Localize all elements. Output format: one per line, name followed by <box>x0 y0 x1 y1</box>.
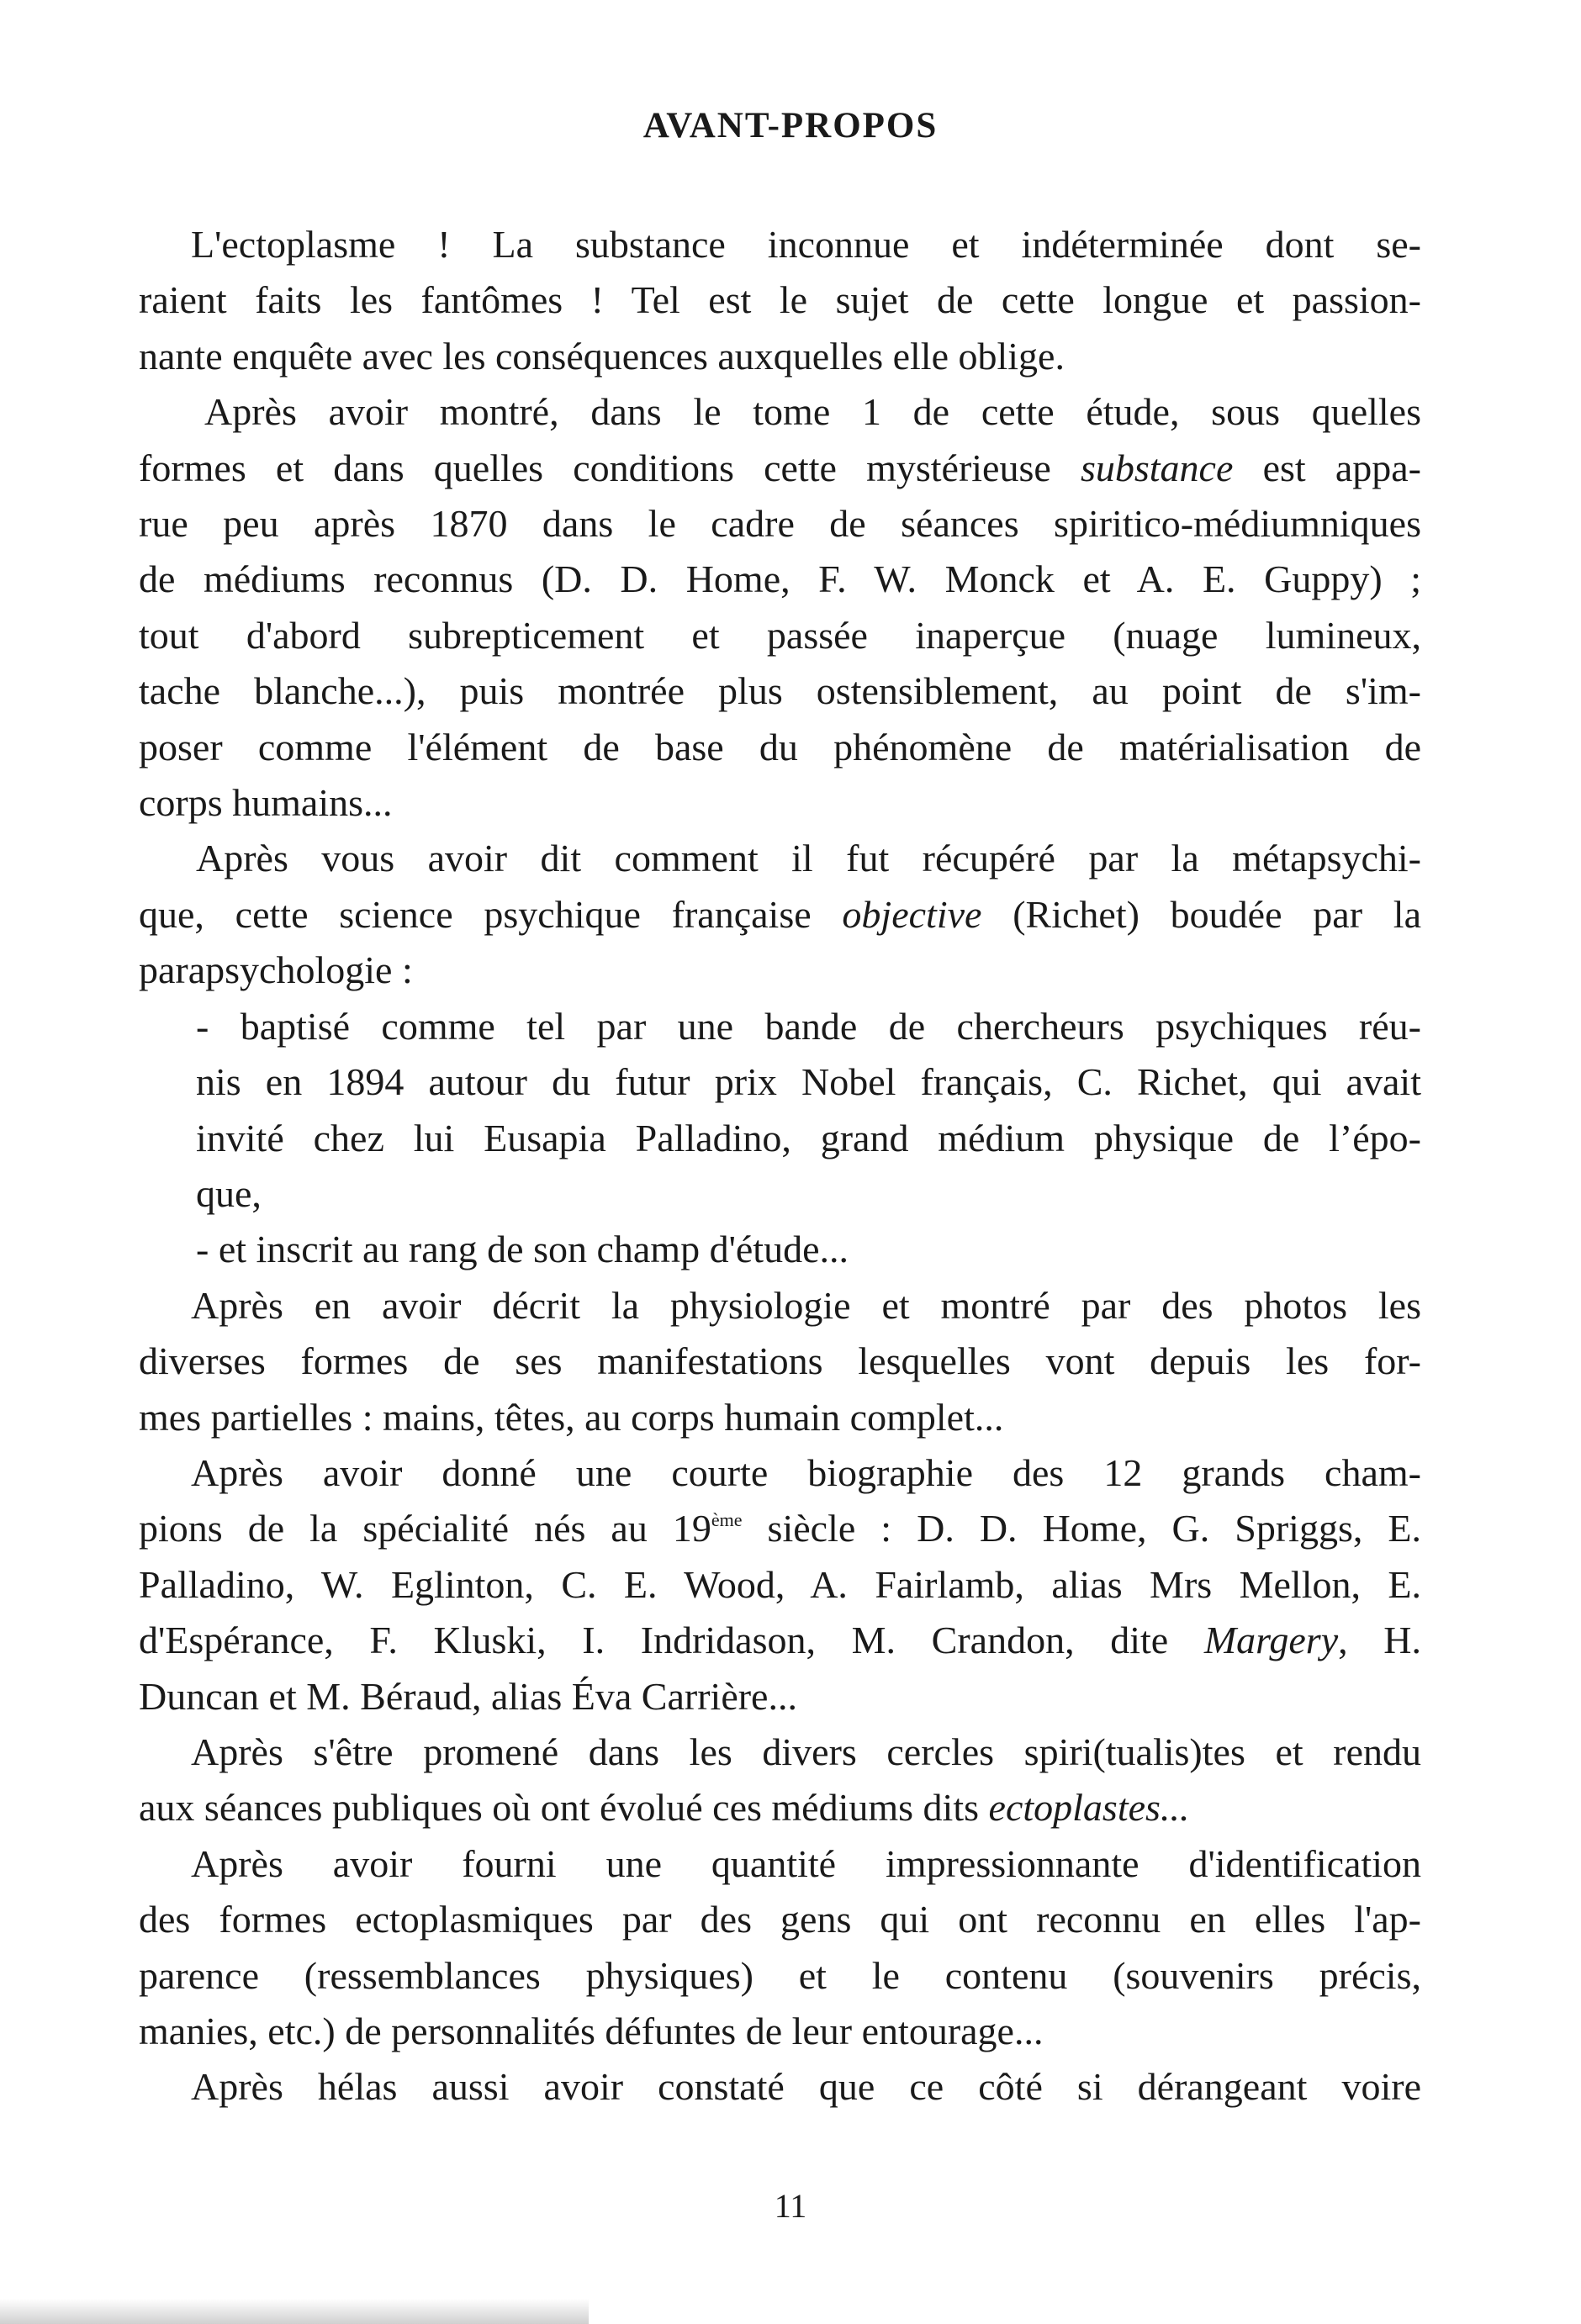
page-number: 11 <box>774 2187 807 2225</box>
text-line: corps humains... <box>139 781 393 825</box>
text-line: raient faits les fantômes ! Tel est le sujet de cette longue et passion- <box>139 278 1421 322</box>
scan-shadow <box>0 2299 589 2324</box>
text-line: Après en avoir décrit la physiologie et montré par des photos les <box>191 1283 1421 1327</box>
chapter-heading: AVANT-PROPOS <box>642 106 939 145</box>
text-line: mes partielles : mains, têtes, au corps humain complet... <box>139 1395 1004 1439</box>
text-line <box>139 441 1421 496</box>
text-line <box>139 887 1421 943</box>
text-run: (Richet) boudée par la <box>981 892 1421 936</box>
text-run: formes et dans quelles conditions cette mystérieuse <box>139 446 1081 489</box>
italic-term: ectoplastes... <box>988 1786 1190 1830</box>
text-line: diverses formes de ses manifestations lesquelles vont depuis les for- <box>139 1339 1421 1383</box>
text-line <box>139 1780 1421 1835</box>
italic-term: Margery <box>1203 1619 1339 1662</box>
text-line: Après avoir donné une courte biographie des 12 grands cham- <box>191 1450 1421 1494</box>
text-run: , H. <box>1338 1619 1421 1662</box>
text-line: rue peu après 1870 dans le cadre de séances spiritico-médiumniques <box>139 502 1421 546</box>
text-run: aux séances publiques où ont évolué ces médiums dits <box>139 1786 989 1830</box>
text-line: tache blanche...), puis montrée plus ostensiblement, au point de s'im- <box>139 669 1421 713</box>
text-run: pions de la spécialité nés au 19 <box>139 1507 711 1550</box>
text-line: parence (ressemblances physiques) et le contenu (souvenirs précis, <box>139 1953 1421 1997</box>
text-line: nante enquête avec les conséquences auxquelles elle oblige. <box>139 334 1065 378</box>
text-line: Après avoir montré, dans le tome 1 de cette étude, sous quelles <box>204 390 1421 434</box>
text-line: poser comme l'élément de base du phénomène de matérialisation de <box>139 725 1421 769</box>
superscript: ème <box>711 1509 743 1531</box>
list-item-line: nis en 1894 autour du futur prix Nobel français, C. Richet, qui avait <box>196 1060 1421 1104</box>
list-item-line: - baptisé comme tel par une bande de chercheurs psychiques réu- <box>196 1004 1421 1048</box>
text-line: manies, etc.) de personnalités défuntes de leur entourage... <box>139 2010 1044 2052</box>
text-line: tout d'abord subrepticement et passée inaperçue (nuage lumineux, <box>139 613 1421 657</box>
text-line: de médiums reconnus (D. D. Home, F. W. Monck et A. E. Guppy) ; <box>139 557 1421 601</box>
body-text <box>139 217 1421 2115</box>
text-line: L'ectoplasme ! La substance inconnue et indéterminée dont se- <box>191 223 1421 266</box>
text-line: Duncan et M. Béraud, alias Éva Carrière... <box>139 1674 797 1718</box>
list-item-line: - et inscrit au rang de son champ d'étude... <box>196 1228 849 1271</box>
list-item-line: invité chez lui Eusapia Palladino, grand médium physique de l’épo- <box>196 1116 1421 1159</box>
text-run: que, cette science psychique française <box>139 892 843 936</box>
italic-term: objective <box>842 892 982 936</box>
italic-term: substance <box>1080 446 1234 489</box>
text-line: Après vous avoir dit comment il fut récupéré par la métapsychi- <box>196 837 1421 880</box>
text-line: Palladino, W. Eglinton, C. E. Wood, A. Fairlamb, alias Mrs Mellon, E. <box>139 1562 1421 1606</box>
text-line <box>139 1613 1421 1668</box>
text-line: Après avoir fourni une quantité impressionnante d'identification <box>191 1841 1421 1885</box>
text-run: d'Espérance, F. Kluski, I. Indridason, M. Crandon, dite <box>139 1619 1204 1662</box>
text-line: Après hélas aussi avoir constaté que ce côté si dérangeant voire <box>191 2065 1421 2109</box>
text-run: siècle : D. D. Home, G. Spriggs, E. <box>742 1507 1421 1550</box>
text-line: Après s'être promené dans les divers cercles spiri(tualis)tes et rendu <box>191 1730 1421 1773</box>
text-run: est appa- <box>1233 446 1421 489</box>
text-line: parapsychologie : <box>139 948 413 992</box>
text-line <box>139 1501 1421 1556</box>
list-item-line: que, <box>196 1171 262 1215</box>
text-line: des formes ectoplasmiques par des gens qui ont reconnu en elles l'ap- <box>139 1898 1421 1941</box>
